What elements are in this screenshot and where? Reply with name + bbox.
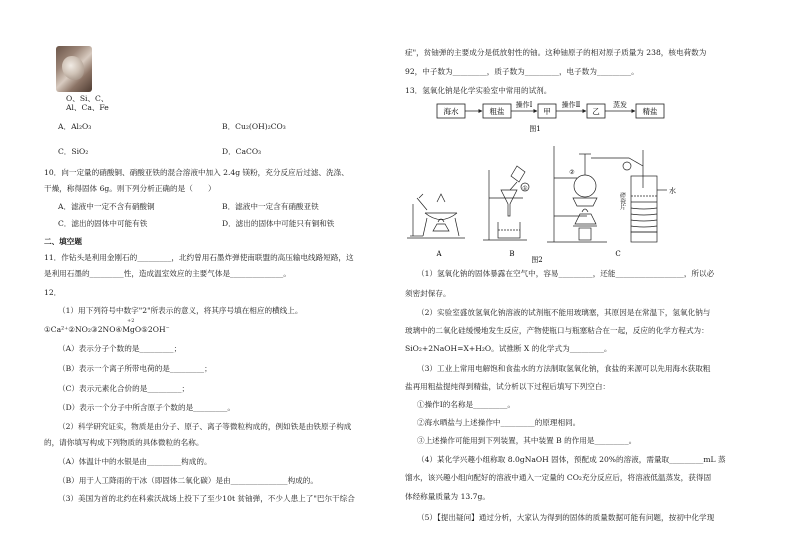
q12-blank-a: （A）表示分子个数的是_________；	[58, 344, 182, 353]
q9-option-a[interactable]: A．Al₂O₃	[58, 122, 92, 131]
q12-part3-line1: （3）美国为首的北约在科索沃战场上投下了至少10t 贫铀弹，不少人患上了"巴尔干综合	[58, 494, 355, 503]
q13-part1-line1: （1）氢氧化钠的固体暴露在空气中，容易_________，还能__________________，所以必	[417, 269, 715, 278]
mineral-label-2: Al、Ca、Fe	[66, 103, 109, 112]
q13-part3-item1: ①操作Ⅰ的名称是_________。	[417, 400, 515, 409]
apparatus-circle-2: ②	[569, 169, 575, 176]
q10-option-c[interactable]: C．滤出的固体中可能有铁	[58, 219, 148, 228]
q12-blank-c: （C）表示元素化合价的是_________；	[58, 384, 190, 393]
apparatus-label-c: C	[615, 250, 621, 258]
q13-title: 13．氢氧化钠是化学实验室中常用的试剂。	[405, 86, 552, 95]
q12-continued-line2: 92，中子数为_________，质子数为_________，电子数为_________。	[405, 67, 639, 76]
q10-stem-line2: 干燥，称得固体 6g。则下列分析正确的是（ ）	[44, 184, 216, 193]
q13-part1-line2: 须密封保存。	[405, 289, 451, 298]
q13-part4-line3: 体经称量质量为 13.7g。	[405, 492, 490, 501]
q13-part4-line1: （4）某化学兴趣小组称取 8.0gNaOH 固体，预配成 20%的溶液，需量取_________mL 蒸	[417, 455, 726, 464]
q12-part2-a: （A）体温计中的水银是由_________构成的。	[58, 457, 212, 466]
q12-part1-stem: （1）用下列符号中数字"2"所表示的意义，将其序号填在相应的横线上。	[58, 306, 303, 315]
q13-part3-line1: （3）工业上常用电解饱和食盐水的方法制取氢氧化钠，食盐的来源可以先用海水获取粗	[417, 364, 711, 373]
q12-part2-b: （B）用于人工降雨的干冰（即固体二氧化碳）是由_______________构成的。	[58, 476, 318, 485]
q13-part2-line3: SiO₂+2NaOH=X+H₂O。试推断 X 的化学式为_________。	[405, 344, 612, 353]
flow-refined-salt: 精盐	[642, 107, 658, 116]
q9-option-b[interactable]: B．Cu₂(OH)₂CO₃	[222, 122, 286, 131]
q9-option-d[interactable]: D．CaCO₃	[222, 147, 262, 156]
q12-blank-b: （B）表示一个离子所带电荷的是_________；	[58, 364, 212, 373]
flowchart-figure1	[397, 98, 794, 136]
q10-option-b[interactable]: B．滤液中一定含有硝酸亚铁	[222, 202, 319, 211]
q12-number: 12．	[44, 288, 62, 297]
apparatus-figure2	[397, 136, 794, 264]
apparatus-water-label: 水	[669, 187, 676, 195]
flow-op2: 操作Ⅱ	[561, 101, 581, 109]
q13-part5-line1: （5）【提出疑问】通过分析，大家认为得到的固体的质量数据可能有问题，按初中化学现	[417, 513, 715, 522]
section-title: 二、填空题	[44, 237, 82, 246]
apparatus-a	[407, 194, 465, 238]
q10-option-a[interactable]: A．滤液中一定不含有硝酸铜	[58, 202, 155, 211]
q13-part2-line1: （2）实验室盛放氢氧化钠溶液的试剂瓶不能用玻璃塞，其原因是在常温下，氢氧化钠与	[417, 308, 711, 317]
apparatus-label-a: A	[436, 250, 442, 258]
mineral-label-1: O、Si、C、	[66, 94, 109, 103]
flow-op1: 操作Ⅰ	[515, 101, 533, 109]
apparatus-label-b: B	[509, 250, 515, 258]
flow-seawater: 海水	[443, 107, 459, 116]
q12-continued-line1: 症"，贫铀弹的主要成分是低放射性的铀。这种铀原子的相对原子质量为 238，核电荷数为	[405, 48, 707, 57]
q13-part3-item2: ②海水晒盐与上述操作中_________的原理相同。	[417, 418, 581, 427]
q13-part2-line2: 玻璃中的二氧化硅缓慢地发生反应，产物使瓶口与瓶塞粘合在一起，反应的化学方程式为：	[405, 326, 709, 335]
apparatus-stone-label: 碎瓷片	[618, 192, 626, 210]
mineral-photo	[56, 46, 92, 92]
q10-stem-line1: 10．向一定量的硝酸铜、硝酸亚铁的混合溶液中加入 2.4g 镁粉，充分反应后过滤、洗涤、	[44, 168, 349, 177]
flow-evaporate: 蒸发	[613, 101, 627, 109]
apparatus-b	[483, 166, 529, 240]
figure1-caption: 图1	[529, 125, 541, 133]
q10-option-d[interactable]: D．滤出的固体中可能只有铜和铁	[222, 219, 335, 228]
apparatus-circle-1: ①	[522, 185, 528, 192]
q9-option-c[interactable]: C．SiO₂	[58, 147, 89, 156]
right-column	[397, 0, 794, 560]
apparatus-c	[547, 146, 667, 242]
q11-line2: 是利用石墨的_________性，造成温室效应的主要气体是______________。	[44, 269, 291, 278]
flow-crude-salt: 粗盐	[489, 107, 505, 116]
q12-part2-line2: 的，请你填写构成下列物质的具体微粒的名称。	[44, 438, 204, 447]
q13-part3-line2: 盐再用粗盐提纯得到精盐，试分析以下过程后填写下列空白：	[405, 382, 611, 391]
q12-part2-line1: （2）科学研究证实，物质是由分子、原子、离子等微粒构成的，例如铁是由铁原子构成	[58, 422, 352, 431]
q13-part4-line2: 馏水，该兴趣小组向配好的溶液中通入一定量的 CO₂充分反应后，将溶液低温蒸发，获得固	[405, 473, 712, 482]
flow-jia: 甲	[543, 107, 551, 116]
q12-mg-valence: +2	[127, 318, 135, 324]
q12-symbols: ①Ca²⁺②NO₂③2NO④MgO⑤2OH⁻	[44, 325, 170, 334]
q12-blank-d: （D）表示一个分子中所含原子个数的是_________。	[58, 403, 235, 412]
q11-line1: 11．作钻头是利用金刚石的_________，北约曾用石墨炸弹使南联盟的高压输电线路短路，这	[44, 253, 354, 262]
figure2-caption: 图2	[531, 256, 543, 264]
flow-yi: 乙	[592, 107, 600, 116]
q13-part3-item3: ③上述操作可能用到下列装置，其中装置 B 的作用是_________。	[417, 436, 637, 445]
